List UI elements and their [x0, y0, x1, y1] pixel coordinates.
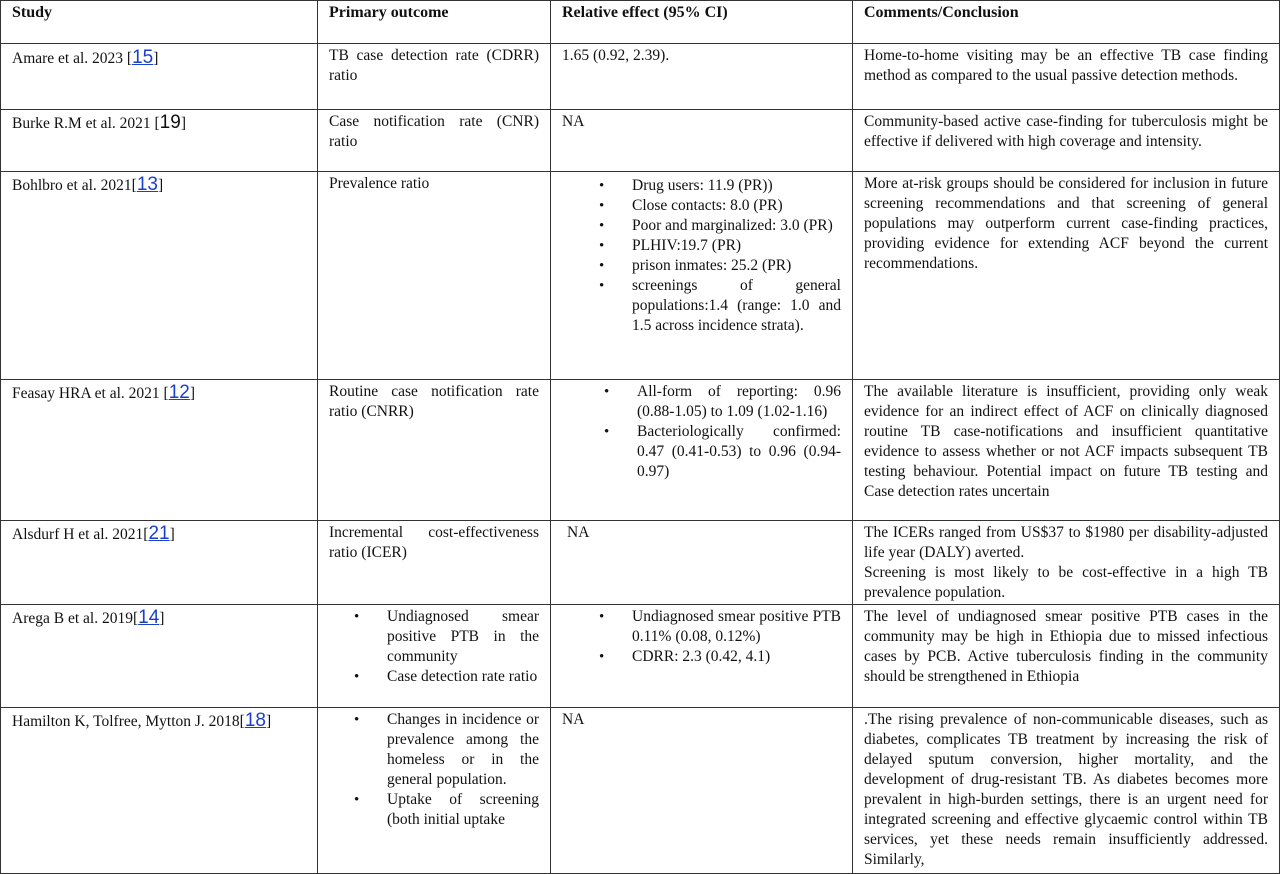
- outcome-list: [329, 710, 539, 830]
- list-item: • All-form of reporting: 0.96 (0.88-1.05) to 1.09 (1.02-1.16): [637, 382, 841, 422]
- citation-link[interactable]: 14: [138, 607, 160, 628]
- comment-cell: Community-based active case-finding for tuberculosis might be effective if delivered with high coverage and intensity.: [853, 110, 1280, 172]
- header-relative-effect: Relative effect (95% CI): [551, 1, 853, 44]
- citation-number[interactable]: 19: [159, 112, 181, 133]
- effect-cell: NA: [551, 521, 853, 605]
- comment-cell: [853, 521, 1280, 605]
- effect-list: [562, 382, 841, 482]
- table-row: [1, 44, 1280, 110]
- effect-cell: [551, 172, 853, 380]
- study-cell: Bohlbro et al. 2021[13]: [1, 172, 318, 380]
- table-header-row: [1, 1, 1280, 44]
- table-row: [1, 605, 1280, 708]
- comment-cell: The available literature is insufficient, providing only weak evidence for an indirect effect of ACF on clinically diagnosed routine TB case-notifications and insufficient quantitative evidence to assess whether or not ACF impacts subsequent TB testing behaviour. Potential impact on future TB testing and Case detection rates uncertain: [853, 380, 1280, 521]
- list-item: • Drug users: 11.9 (PR)): [632, 176, 841, 196]
- list-item: • Undiagnosed smear positive PTB in the community: [387, 607, 539, 667]
- outcome-cell: TB case detection rate (CDRR) ratio: [318, 44, 551, 110]
- comment-cell: Home-to-home visiting may be an effective TB case finding method as compared to the usual passive detection methods.: [853, 44, 1280, 110]
- list-item: • Case detection rate ratio: [387, 667, 539, 687]
- study-cell: Burke R.M et al. 2021 [19]: [1, 110, 318, 172]
- citation-link[interactable]: 13: [136, 174, 158, 195]
- comment-cell: .The rising prevalence of non-communicable diseases, such as diabetes, complicates TB treatment by increasing the risk of delayed sputum conversion, higher mortality, and the development of drug-resistant TB. As diabetes becomes more prevalent in high-burden settings, there is an urgent need for integrated screening and effective glycaemic control within TB services, yet these needs remain insufficiently addressed. Similarly,: [853, 708, 1280, 874]
- study-cell: Amare et al. 2023 [15]: [1, 44, 318, 110]
- list-item: • Changes in incidence or prevalence among the homeless or in the general population.: [387, 710, 539, 790]
- list-item: • screenings of general populations:1.4 (range: 1.0 and 1.5 across incidence strata).: [632, 276, 841, 336]
- study-cell: Feasay HRA et al. 2021 [12]: [1, 380, 318, 521]
- comment-paragraph: Screening is most likely to be cost-effective in a high TB prevalence population.: [864, 564, 1268, 601]
- effect-cell: [551, 605, 853, 708]
- effect-cell: NA: [551, 110, 853, 172]
- table-row: [1, 521, 1280, 605]
- outcome-cell: Routine case notification rate ratio (CNRR): [318, 380, 551, 521]
- table-row: [1, 172, 1280, 380]
- table-row: [1, 380, 1280, 521]
- citation-link[interactable]: 15: [132, 47, 154, 68]
- outcome-cell: Incremental cost-effectiveness ratio (ICER): [318, 521, 551, 605]
- list-item: • Poor and marginalized: 3.0 (PR): [632, 216, 841, 236]
- table-row: [1, 110, 1280, 172]
- citation-link[interactable]: 12: [168, 382, 190, 403]
- citation-link[interactable]: 21: [148, 523, 170, 544]
- effect-cell: [551, 380, 853, 521]
- list-item: • CDRR: 2.3 (0.42, 4.1): [632, 647, 841, 667]
- outcome-cell: Prevalence ratio: [318, 172, 551, 380]
- table-row: [1, 708, 1280, 874]
- list-item: • prison inmates: 25.2 (PR): [632, 256, 841, 276]
- effect-list: [562, 607, 841, 667]
- list-item: • Close contacts: 8.0 (PR): [632, 196, 841, 216]
- outcome-list: [329, 607, 539, 687]
- study-cell: Alsdurf H et al. 2021[21]: [1, 521, 318, 605]
- comment-paragraph: The ICERs ranged from US$37 to $1980 per disability-adjusted life year (DALY) averted.: [864, 524, 1268, 561]
- list-item: • Bacteriologically confirmed: 0.47 (0.41-0.53) to 0.96 (0.94-0.97): [637, 422, 841, 482]
- header-comments: Comments/Conclusion: [853, 1, 1280, 44]
- study-cell: Arega B et al. 2019[14]: [1, 605, 318, 708]
- citation-link[interactable]: 18: [244, 710, 266, 731]
- header-primary-outcome: Primary outcome: [318, 1, 551, 44]
- effect-cell: NA: [551, 708, 853, 874]
- effect-cell: 1.65 (0.92, 2.39).: [551, 44, 853, 110]
- list-item: • Undiagnosed smear positive PTB 0.11% (0.08, 0.12%): [632, 607, 841, 647]
- study-cell: Hamilton K, Tolfree, Mytton J. 2018[18]: [1, 708, 318, 874]
- header-study: Study: [1, 1, 318, 44]
- list-item: • Uptake of screening (both initial uptake: [387, 790, 539, 830]
- outcome-cell: Case notification rate (CNR) ratio: [318, 110, 551, 172]
- effect-list: [562, 176, 841, 336]
- outcome-cell: [318, 708, 551, 874]
- list-item: • PLHIV:19.7 (PR): [632, 236, 841, 256]
- comment-cell: The level of undiagnosed smear positive PTB cases in the community may be high in Ethiopia due to missed infectious cases by PCB. Active tuberculosis finding in the community should be strengthened in Ethiopia: [853, 605, 1280, 708]
- outcome-cell: [318, 605, 551, 708]
- comment-cell: More at-risk groups should be considered for inclusion in future screening recommendations and that screening of general populations may outperform current case-finding practices, providing evidence for extending ACF beyond the current recommendations.: [853, 172, 1280, 380]
